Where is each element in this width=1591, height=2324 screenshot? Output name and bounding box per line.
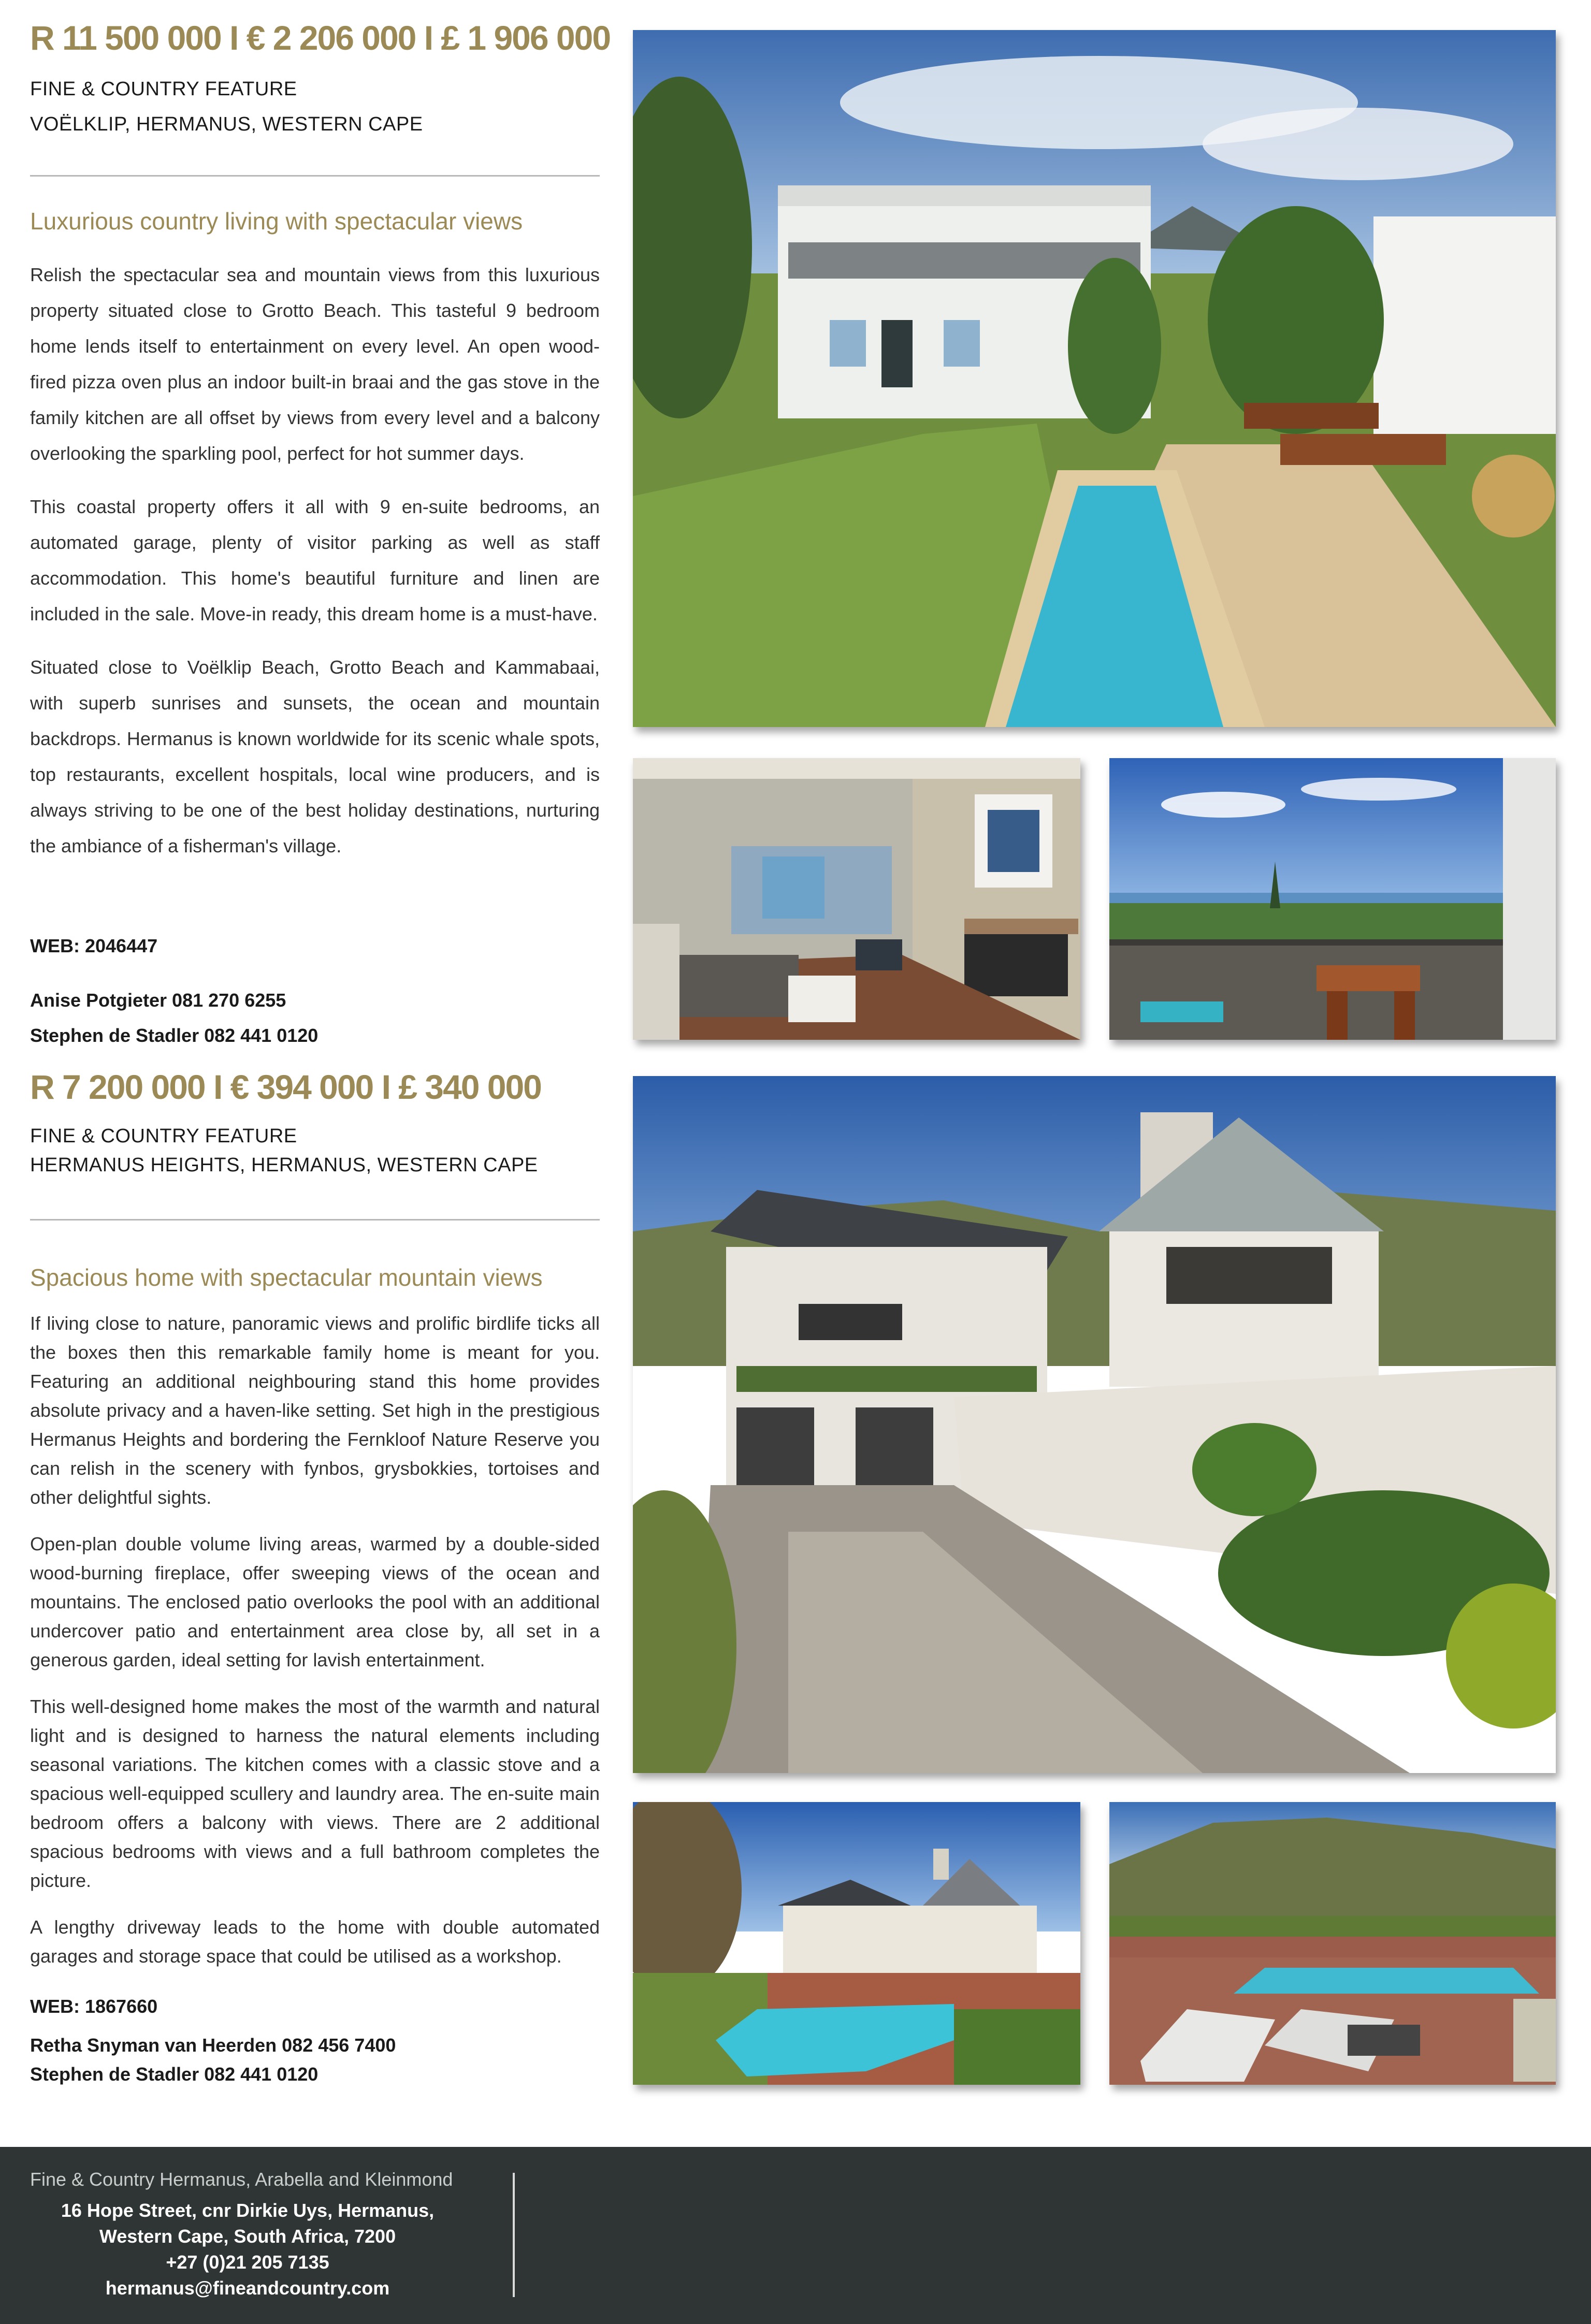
listing-2-main-photo bbox=[633, 1076, 1556, 1773]
listing-1-paragraph: Relish the spectacular sea and mountain views from this luxurious property situated close to Grotto Beach. This tasteful 9 bedroom home lends itself to entertainment on every level. An open wood-fired pizza oven plus an indoor built-in braai and the gas stove in the family kitchen are all offset by views from every level and a balcony overlooking the sparkling pool, perfect for hot summer days. bbox=[30, 264, 600, 464]
listing-2-meta bbox=[30, 1996, 600, 2089]
listing-2-location: HERMANUS HEIGHTS, HERMANUS, WESTERN CAPE bbox=[30, 1154, 538, 1176]
listing-2-paragraph: If living close to nature, panoramic views and prolific birdlife ticks all the boxes then this remarkable family home is meant for you. Featuring an additional neighbouring stand this home provides absolute privacy and a haven-like setting. Set high in the prestigious Hermanus Heights and bordering the Fernkloof Nature Reserve you can relish in the scenery with fynbos, grysbokkies, tortoises and other delightful sights. bbox=[30, 1313, 600, 1508]
listing-1-main-photo bbox=[633, 30, 1556, 727]
footer bbox=[0, 2147, 1591, 2324]
footer-address-line: Western Cape, South Africa, 7200 bbox=[99, 2226, 396, 2247]
listing-2-text bbox=[30, 1070, 600, 1180]
listing-1-agent[interactable]: Stephen de Stadler 082 441 0120 bbox=[30, 1025, 319, 1046]
listing-1-feature-label: FINE & COUNTRY FEATURE bbox=[30, 78, 297, 100]
listing-1-meta bbox=[30, 935, 600, 1053]
listing-1-price: R 11 500 000 I € 2 206 000 I £ 1 906 000 bbox=[30, 19, 611, 57]
listing-2-description bbox=[30, 1309, 600, 1971]
listing-1-web-ref[interactable]: WEB: 2046447 bbox=[30, 935, 158, 956]
listing-2-price: R 7 200 000 I € 394 000 I £ 340 000 bbox=[30, 1068, 541, 1106]
listing-1-paragraph: This coastal property offers it all with 9 en-suite bedrooms, an automated garage, plenty of visitor parking as well as staff accommodation. This home's beautiful furniture and linen are included in the sale. Move-in ready, this dream home is a must-have. bbox=[30, 496, 600, 624]
listing-1-paragraph: Situated close to Voëlklip Beach, Grotto Beach and Kammabaai, with superb sunrises and sunsets, the ocean and mountain backdrops. Hermanus is known worldwide for its scenic whale spots, top restaurants, excellent hospitals, local wine producers, and is always striving to be one of the best holiday destinations, nurturing the ambiance of a fisherman's village. bbox=[30, 657, 600, 856]
listing-2-web-ref[interactable]: WEB: 1867660 bbox=[30, 1996, 158, 2017]
footer-divider bbox=[513, 2173, 515, 2297]
listing-1-location: VOËLKLIP, HERMANUS, WESTERN CAPE bbox=[30, 113, 423, 135]
listing-1-living-room-photo bbox=[633, 758, 1080, 1040]
listing-2-headline: Spacious home with spectacular mountain views bbox=[30, 1264, 543, 1291]
footer-email[interactable]: hermanus@fineandcountry.com bbox=[105, 2277, 390, 2299]
listing-2-body bbox=[30, 1263, 600, 1988]
listing-2-divider bbox=[30, 1219, 600, 1221]
listing-2-paragraph: This well-designed home makes the most of the warmth and natural light and is designed to harness the natural elements including seasonal variations. The kitchen comes with a classic stove and a spacious well-equipped scullery and laundry area. The en-suite main bedroom offers a balcony with views. There are 2 additional spacious bedrooms with views and a full bathroom completes the picture. bbox=[30, 1696, 600, 1891]
listing-2-paragraph: A lengthy driveway leads to the home with double automated garages and storage space that could be utilised as a workshop. bbox=[30, 1916, 600, 1967]
listing-1-headline: Luxurious country living with spectacular views bbox=[30, 208, 523, 235]
listing-1-deck-photo bbox=[1109, 758, 1556, 1040]
listing-2-paragraph: Open-plan double volume living areas, warmed by a double-sided wood-burning fireplace, offer sweeping views of the ocean and mountains. The enclosed patio overlooks the pool with an additional undercover patio and entertainment area close by, all set in a generous garden, ideal setting for lavish entertainment. bbox=[30, 1533, 600, 1671]
listing-2-feature-label: FINE & COUNTRY FEATURE bbox=[30, 1125, 297, 1147]
listing-1-agent[interactable]: Anise Potgieter 081 270 6255 bbox=[30, 990, 286, 1011]
footer-phone[interactable]: +27 (0)21 205 7135 bbox=[166, 2252, 329, 2273]
listing-1-divider bbox=[30, 175, 600, 177]
listing-2-agent[interactable]: Stephen de Stadler 082 441 0120 bbox=[30, 2064, 319, 2085]
listing-1-description bbox=[30, 257, 600, 864]
listing-1-body bbox=[30, 207, 600, 881]
listing-2-pool-photo bbox=[633, 1802, 1080, 2085]
footer-office-name: Fine & Country Hermanus, Arabella and Kleinmond bbox=[30, 2169, 453, 2190]
listing-2-patio-photo bbox=[1109, 1802, 1556, 2085]
listing-2-agent[interactable]: Retha Snyman van Heerden 082 456 7400 bbox=[30, 2035, 396, 2056]
listing-1-text bbox=[30, 19, 611, 142]
footer-address-line: 16 Hope Street, cnr Dirkie Uys, Hermanus, bbox=[61, 2200, 435, 2221]
footer-address bbox=[30, 2198, 465, 2301]
